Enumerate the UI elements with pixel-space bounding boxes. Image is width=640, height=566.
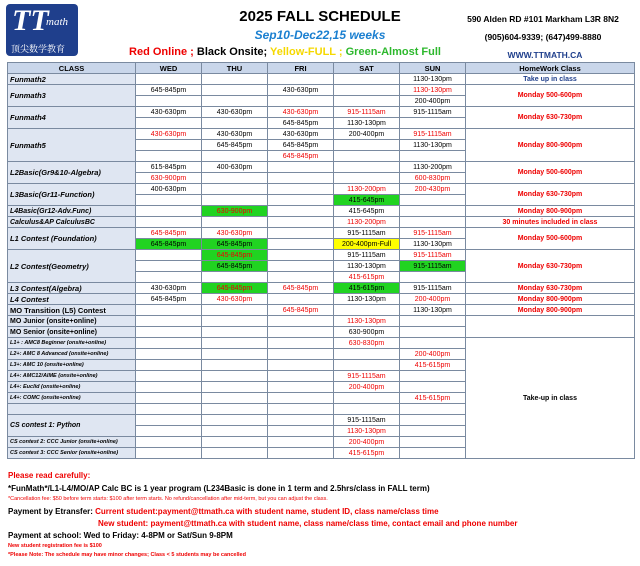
class-name-cell: Funmath5 bbox=[8, 129, 136, 162]
time-slot-cell: 430-630pm bbox=[268, 85, 334, 96]
time-slot-cell bbox=[202, 426, 268, 437]
time-slot-cell: 615-845pm bbox=[136, 162, 202, 173]
time-slot-cell: 645-845pm bbox=[268, 283, 334, 294]
time-slot-cell bbox=[334, 151, 400, 162]
time-slot-cell bbox=[334, 162, 400, 173]
time-slot-cell bbox=[400, 118, 466, 129]
time-slot-cell: 645-845pm bbox=[268, 151, 334, 162]
time-slot-cell bbox=[400, 316, 466, 327]
homework-cell: Monday 800-900pm bbox=[466, 129, 635, 162]
time-slot-cell: 415-645pm bbox=[334, 206, 400, 217]
class-name-cell: L1 Contest (Foundation) bbox=[8, 228, 136, 250]
class-name-cell: L2 Contest(Geometry) bbox=[8, 250, 136, 283]
time-slot-cell bbox=[268, 437, 334, 448]
class-name-cell: MO Transition (L5) Contest bbox=[8, 305, 136, 316]
time-slot-cell bbox=[268, 228, 334, 239]
time-slot-cell: 200-400pm bbox=[400, 349, 466, 360]
logo-mark: TT bbox=[12, 4, 49, 37]
time-slot-cell bbox=[334, 173, 400, 184]
time-slot-cell: 630-900pm bbox=[136, 173, 202, 184]
homework-cell: Monday 800-900pm bbox=[466, 305, 635, 316]
time-slot-cell: 915-1115am bbox=[400, 283, 466, 294]
class-name-cell: Funmath3 bbox=[8, 85, 136, 107]
time-slot-cell: 915-1115am bbox=[334, 371, 400, 382]
time-slot-cell: 200-430pm bbox=[400, 184, 466, 195]
time-slot-cell: 915-1115am bbox=[334, 107, 400, 118]
table-row bbox=[8, 294, 635, 305]
time-slot-cell bbox=[334, 85, 400, 96]
time-slot-cell: 630-900pm bbox=[202, 206, 268, 217]
time-slot-cell bbox=[268, 393, 334, 404]
website-link[interactable]: WWW.TTMATH.CA bbox=[507, 50, 583, 60]
time-slot-cell bbox=[202, 316, 268, 327]
time-slot-cell bbox=[202, 85, 268, 96]
legend-yellow: Yellow-FULL ; bbox=[267, 46, 343, 58]
time-slot-cell: 430-630pm bbox=[136, 129, 202, 140]
time-slot-cell: 400-630pm bbox=[136, 184, 202, 195]
class-name-cell: L2+: AMC 8 Advanced (onsite+online) bbox=[8, 349, 136, 360]
legend-red: Red Online ; bbox=[129, 46, 194, 58]
class-name-cell: L4+: COMC (onsite+online) bbox=[8, 393, 136, 404]
header-thu: THU bbox=[202, 63, 268, 74]
time-slot-cell bbox=[400, 415, 466, 426]
time-slot-cell bbox=[334, 349, 400, 360]
time-slot-cell bbox=[136, 195, 202, 206]
time-slot-cell: 915-1115am bbox=[400, 261, 466, 272]
class-name-cell: L2Basic(Gr9&10-Algebra) bbox=[8, 162, 136, 184]
table-row bbox=[8, 85, 635, 96]
time-slot-cell bbox=[268, 349, 334, 360]
time-slot-cell: 200-400pm bbox=[400, 294, 466, 305]
time-slot-cell bbox=[136, 272, 202, 283]
time-slot-cell bbox=[268, 239, 334, 250]
header bbox=[0, 0, 640, 62]
logo-chinese-name: 顶尖数学教育 bbox=[11, 44, 66, 54]
time-slot-cell bbox=[268, 96, 334, 107]
time-slot-cell bbox=[400, 371, 466, 382]
time-slot-cell: 200-400pm-Full bbox=[334, 239, 400, 250]
time-slot-cell bbox=[202, 173, 268, 184]
time-slot-cell: 200-400pm bbox=[334, 382, 400, 393]
time-slot-cell bbox=[136, 371, 202, 382]
time-slot-cell bbox=[136, 415, 202, 426]
page-title: 2025 FALL SCHEDULE bbox=[239, 8, 401, 25]
table-row bbox=[8, 107, 635, 118]
time-slot-cell bbox=[202, 151, 268, 162]
time-slot-cell: 645-845pm bbox=[136, 239, 202, 250]
time-slot-cell bbox=[202, 272, 268, 283]
header-sat: SAT bbox=[334, 63, 400, 74]
time-slot-cell bbox=[268, 327, 334, 338]
class-name-cell: L3+: AMC 10 (onsite+online) bbox=[8, 360, 136, 371]
table-row bbox=[8, 250, 635, 261]
class-name-cell: MO Junior (onsite+online) bbox=[8, 316, 136, 327]
class-name-cell: Funmath2 bbox=[8, 74, 136, 85]
time-slot-cell bbox=[400, 382, 466, 393]
time-slot-cell bbox=[136, 437, 202, 448]
time-slot-cell bbox=[136, 217, 202, 228]
time-slot-cell: 915-1115am bbox=[334, 250, 400, 261]
time-slot-cell: 415-615pm bbox=[400, 393, 466, 404]
time-slot-cell: 430-630pm bbox=[268, 129, 334, 140]
table-header-row bbox=[8, 63, 635, 74]
time-slot-cell bbox=[268, 206, 334, 217]
address: 590 Alden RD #101 Markham L3R 8N2 bbox=[467, 14, 619, 24]
homework-cell: Monday 500-600pm bbox=[466, 228, 635, 250]
time-slot-cell: 1130-130pm bbox=[400, 85, 466, 96]
class-name-cell: CS contest 3: CCC Senior (onsite+online) bbox=[8, 448, 136, 459]
time-slot-cell bbox=[136, 261, 202, 272]
time-slot-cell bbox=[268, 404, 334, 415]
time-slot-cell: 430-630pm bbox=[202, 294, 268, 305]
class-name-cell: L4Basic(Gr12-Adv.Func) bbox=[8, 206, 136, 217]
time-slot-cell bbox=[334, 74, 400, 85]
time-slot-cell bbox=[268, 338, 334, 349]
time-slot-cell bbox=[400, 448, 466, 459]
class-name-cell: L4 Contest bbox=[8, 294, 136, 305]
time-slot-cell: 1130-130pm bbox=[334, 426, 400, 437]
time-slot-cell bbox=[334, 360, 400, 371]
homework-cell: Monday 800-900pm bbox=[466, 206, 635, 217]
table-row bbox=[8, 206, 635, 217]
time-slot-cell bbox=[202, 415, 268, 426]
table-row bbox=[8, 184, 635, 195]
note-payment-school: Payment at school: Wed to Friday: 4-8PM or Sat/Sun 9-8PM bbox=[8, 531, 233, 540]
time-slot-cell: 915-1115am bbox=[400, 107, 466, 118]
time-slot-cell bbox=[268, 294, 334, 305]
time-slot-cell: 200-400pm bbox=[334, 129, 400, 140]
color-legend bbox=[120, 46, 450, 58]
time-slot-cell: 645-845pm bbox=[202, 283, 268, 294]
time-slot-cell: 915-1115am bbox=[400, 250, 466, 261]
etransfer-current: Current student:payment@ttmath.ca with student name, student ID, class name/class time bbox=[95, 507, 439, 516]
notes-heading: Please read carefully: bbox=[8, 471, 91, 480]
time-slot-cell bbox=[136, 206, 202, 217]
ttmath-logo bbox=[6, 4, 78, 56]
time-slot-cell: 430-630pm bbox=[202, 129, 268, 140]
time-slot-cell bbox=[400, 151, 466, 162]
takeup-cell: Take-up in class bbox=[466, 338, 635, 459]
time-slot-cell: 1130-130pm bbox=[334, 316, 400, 327]
class-name-cell: Calculus&AP CalculusBC bbox=[8, 217, 136, 228]
time-slot-cell bbox=[400, 338, 466, 349]
class-name-cell: L1+ : AMC8 Beginner (onsite+online) bbox=[8, 338, 136, 349]
time-slot-cell bbox=[136, 327, 202, 338]
time-slot-cell: 1130-130pm bbox=[334, 118, 400, 129]
table-row bbox=[8, 305, 635, 316]
time-slot-cell bbox=[268, 316, 334, 327]
table-row bbox=[8, 283, 635, 294]
time-slot-cell: 1130-130pm bbox=[400, 239, 466, 250]
time-slot-cell bbox=[400, 272, 466, 283]
table-row bbox=[8, 228, 635, 239]
time-slot-cell: 645-845pm bbox=[202, 261, 268, 272]
time-slot-cell bbox=[268, 250, 334, 261]
time-slot-cell bbox=[202, 382, 268, 393]
time-slot-cell bbox=[202, 184, 268, 195]
time-slot-cell bbox=[202, 217, 268, 228]
time-slot-cell: 645-845pm bbox=[202, 140, 268, 151]
time-slot-cell: 415-615pm bbox=[334, 448, 400, 459]
time-slot-cell bbox=[136, 151, 202, 162]
note-schedule-change: *Please Note: The schedule may have minor changes; Class < 5 students may be cancelled bbox=[8, 552, 246, 558]
note-program: *FunMath*/L1-L4/MO/AP Calc BC is 1 year program (L234Basic is done in 1 term and 2.5hrs/class in FALL term) bbox=[8, 484, 430, 493]
time-slot-cell bbox=[400, 217, 466, 228]
class-name-cell: CS contest 2: CCC Junior (onsite+online) bbox=[8, 437, 136, 448]
time-slot-cell bbox=[202, 118, 268, 129]
note-registration-fee: New student registration fee is $100 bbox=[8, 543, 102, 549]
time-slot-cell: 400-630pm bbox=[202, 162, 268, 173]
class-name-cell: L4+: AMC12/AIME (onsite+online) bbox=[8, 371, 136, 382]
homework-cell: Monday 630-730pm bbox=[466, 283, 635, 294]
time-slot-cell bbox=[136, 404, 202, 415]
note-etransfer bbox=[8, 507, 439, 516]
time-slot-cell: 415-615pm bbox=[400, 360, 466, 371]
table-row bbox=[8, 74, 635, 85]
logo-math: math bbox=[46, 16, 68, 28]
homework-cell: Monday 630-730pm bbox=[466, 250, 635, 283]
time-slot-cell bbox=[400, 404, 466, 415]
time-slot-cell bbox=[202, 305, 268, 316]
time-slot-cell: 430-630pm bbox=[202, 107, 268, 118]
table-row bbox=[8, 338, 635, 349]
time-slot-cell: 1130-130pm bbox=[334, 294, 400, 305]
homework-cell: Monday 630-730pm bbox=[466, 107, 635, 129]
time-slot-cell bbox=[268, 360, 334, 371]
class-name-cell: MO Senior (onsite+online) bbox=[8, 327, 136, 338]
time-slot-cell bbox=[268, 448, 334, 459]
time-slot-cell: 1130-130pm bbox=[334, 261, 400, 272]
class-name-cell: CS contest 1: Python bbox=[8, 415, 136, 437]
time-slot-cell bbox=[202, 74, 268, 85]
legend-black: Black Onsite; bbox=[193, 46, 268, 58]
schedule-body bbox=[8, 74, 635, 459]
time-slot-cell bbox=[202, 349, 268, 360]
time-slot-cell bbox=[202, 96, 268, 107]
time-slot-cell: 645-845pm bbox=[136, 228, 202, 239]
etransfer-label: Payment by Etransfer: bbox=[8, 507, 96, 516]
time-slot-cell bbox=[268, 195, 334, 206]
time-slot-cell bbox=[136, 96, 202, 107]
time-slot-cell: 915-1115am bbox=[334, 228, 400, 239]
phone-numbers: (905)604-9339; (647)499-8880 bbox=[484, 32, 602, 42]
time-slot-cell: 645-845pm bbox=[136, 85, 202, 96]
legend-green: Green-Almost Full bbox=[342, 46, 441, 58]
time-slot-cell bbox=[268, 426, 334, 437]
time-slot-cell: 430-630pm bbox=[202, 228, 268, 239]
time-slot-cell bbox=[136, 250, 202, 261]
time-slot-cell bbox=[136, 74, 202, 85]
note-cancellation: *Cancellation fee: $50 before term starts: $100 after term starts. No refund/cancellation after mid-term, but you can adjust the class. bbox=[8, 496, 328, 502]
class-name-cell: L4+: Euclid (onsite+online) bbox=[8, 382, 136, 393]
time-slot-cell: 630-900pm bbox=[334, 327, 400, 338]
header-sun: SUN bbox=[400, 63, 466, 74]
table-row bbox=[8, 316, 635, 327]
table-row bbox=[8, 129, 635, 140]
header-homework: HomeWork Class bbox=[466, 63, 635, 74]
time-slot-cell bbox=[268, 382, 334, 393]
time-slot-cell bbox=[202, 195, 268, 206]
homework-cell: Monday 500-600pm bbox=[466, 85, 635, 107]
time-slot-cell bbox=[202, 437, 268, 448]
homework-cell: Monday 800-900pm bbox=[466, 294, 635, 305]
homework-cell: Monday 630-730pm bbox=[466, 184, 635, 206]
time-slot-cell bbox=[334, 404, 400, 415]
homework-cell: 30 minutes included in class bbox=[466, 217, 635, 228]
homework-cell bbox=[466, 316, 635, 338]
time-slot-cell bbox=[268, 272, 334, 283]
time-slot-cell bbox=[400, 426, 466, 437]
time-slot-cell bbox=[202, 371, 268, 382]
table-row bbox=[8, 162, 635, 173]
time-slot-cell: 630-830pm bbox=[334, 338, 400, 349]
time-slot-cell: 915-1115am bbox=[400, 228, 466, 239]
homework-cell: Take up in class bbox=[466, 74, 635, 85]
time-slot-cell: 645-845pm bbox=[202, 250, 268, 261]
time-slot-cell bbox=[136, 360, 202, 371]
time-slot-cell bbox=[136, 305, 202, 316]
time-slot-cell bbox=[268, 217, 334, 228]
class-name-cell: L3Basic(Gr11-Function) bbox=[8, 184, 136, 206]
time-slot-cell bbox=[202, 338, 268, 349]
time-slot-cell bbox=[334, 393, 400, 404]
time-slot-cell: 200-400pm bbox=[400, 96, 466, 107]
homework-cell: Monday 500-600pm bbox=[466, 162, 635, 184]
header-class: CLASS bbox=[8, 63, 136, 74]
time-slot-cell bbox=[136, 118, 202, 129]
time-slot-cell: 645-845pm bbox=[202, 239, 268, 250]
class-name-cell: L3 Contest(Algebra) bbox=[8, 283, 136, 294]
time-slot-cell bbox=[268, 173, 334, 184]
time-slot-cell bbox=[136, 382, 202, 393]
time-slot-cell: 915-1115am bbox=[400, 129, 466, 140]
time-slot-cell bbox=[400, 437, 466, 448]
time-slot-cell bbox=[202, 327, 268, 338]
time-slot-cell bbox=[136, 316, 202, 327]
class-name-cell bbox=[8, 404, 136, 415]
time-slot-cell bbox=[202, 360, 268, 371]
time-slot-cell bbox=[268, 261, 334, 272]
time-slot-cell: 1130-200pm bbox=[400, 162, 466, 173]
time-slot-cell bbox=[268, 415, 334, 426]
time-slot-cell bbox=[268, 184, 334, 195]
time-slot-cell bbox=[268, 74, 334, 85]
time-slot-cell: 415-615pm bbox=[334, 283, 400, 294]
time-slot-cell: 430-630pm bbox=[136, 107, 202, 118]
time-slot-cell bbox=[136, 393, 202, 404]
time-slot-cell: 645-845pm bbox=[268, 305, 334, 316]
time-slot-cell bbox=[202, 404, 268, 415]
time-slot-cell: 430-630pm bbox=[268, 107, 334, 118]
time-slot-cell bbox=[136, 349, 202, 360]
time-slot-cell bbox=[268, 371, 334, 382]
time-slot-cell bbox=[400, 195, 466, 206]
time-slot-cell: 1130-130pm bbox=[400, 305, 466, 316]
time-slot-cell bbox=[400, 327, 466, 338]
time-slot-cell: 1130-130pm bbox=[400, 74, 466, 85]
time-slot-cell: 1130-130pm bbox=[400, 140, 466, 151]
time-slot-cell: 200-400pm bbox=[334, 437, 400, 448]
header-wed: WED bbox=[136, 63, 202, 74]
time-slot-cell bbox=[136, 338, 202, 349]
time-slot-cell: 1130-200pm bbox=[334, 217, 400, 228]
note-new-student: New student: payment@ttmath.ca with student name, class name/class time, contact email and phone number bbox=[98, 519, 518, 528]
time-slot-cell: 645-845pm bbox=[268, 140, 334, 151]
time-slot-cell bbox=[136, 448, 202, 459]
time-slot-cell bbox=[202, 393, 268, 404]
time-slot-cell bbox=[334, 96, 400, 107]
time-slot-cell bbox=[334, 305, 400, 316]
time-slot-cell: 645-845pm bbox=[268, 118, 334, 129]
header-fri: FRI bbox=[268, 63, 334, 74]
time-slot-cell: 415-645pm bbox=[334, 195, 400, 206]
time-slot-cell bbox=[202, 448, 268, 459]
term-dates: Sep10-Dec22,15 weeks bbox=[254, 28, 386, 42]
time-slot-cell bbox=[136, 426, 202, 437]
time-slot-cell: 915-1115am bbox=[334, 415, 400, 426]
time-slot-cell bbox=[400, 206, 466, 217]
schedule-table bbox=[7, 62, 635, 459]
time-slot-cell: 645-845pm bbox=[136, 294, 202, 305]
time-slot-cell: 430-630pm bbox=[136, 283, 202, 294]
time-slot-cell bbox=[136, 140, 202, 151]
time-slot-cell: 415-615pm bbox=[334, 272, 400, 283]
class-name-cell: Funmath4 bbox=[8, 107, 136, 129]
time-slot-cell: 600-830pm bbox=[400, 173, 466, 184]
time-slot-cell bbox=[334, 140, 400, 151]
time-slot-cell: 1130-200pm bbox=[334, 184, 400, 195]
table-row bbox=[8, 217, 635, 228]
time-slot-cell bbox=[268, 162, 334, 173]
